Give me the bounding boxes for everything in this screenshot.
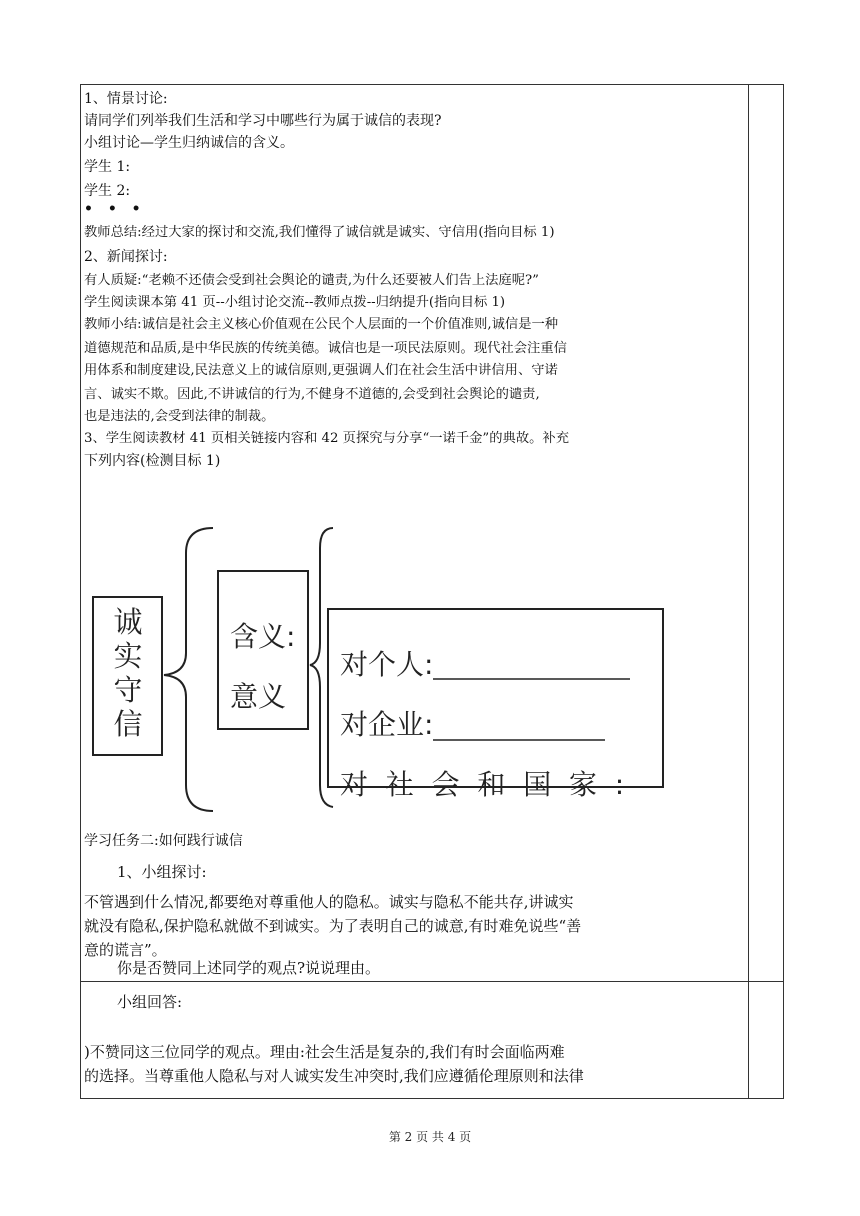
left-brace bbox=[164, 528, 213, 811]
text-line: 2、新闻探讨: bbox=[84, 249, 168, 265]
text-line: 用体系和制度建设,民法意义上的诚信原则,更强调人们在社会生活中讲信用、守诺 bbox=[84, 363, 558, 378]
text-line: 有人质疑:“老赖不还债会受到社会舆论的谴责,为什么还要被人们告上法庭呢?” bbox=[84, 273, 539, 288]
lesson-table bbox=[80, 84, 784, 1099]
text-line: 的选择。当尊重他人隐私与对人诚实发生冲突时,我们应遵循伦理原则和法律 bbox=[84, 1067, 584, 1085]
meaning-label: 含义: bbox=[230, 620, 296, 653]
group-answer-label: 小组回答: bbox=[117, 993, 183, 1011]
text-line: 下列内容(检测目标 1) bbox=[84, 453, 221, 469]
enterprise-label: 对企业: bbox=[340, 708, 434, 741]
right-box bbox=[328, 609, 663, 787]
column-divider bbox=[748, 85, 749, 1098]
text-line: 言、诚实不欺。因此,不讲诚信的行为,不健身不道德的,会受到社会舆论的谴责, bbox=[84, 387, 540, 402]
text-line: 学生 1: bbox=[84, 159, 131, 175]
text-line: 也是违法的,会受到法律的制裁。 bbox=[84, 409, 275, 424]
discussion-question: 你是否赞同上述同学的观点?说说理由。 bbox=[117, 959, 381, 977]
significance-label: 意义 bbox=[230, 680, 287, 713]
text-line: 1、情景讨论: bbox=[84, 91, 168, 107]
text-line: 意的谎言”。 bbox=[84, 941, 167, 959]
text-line: 小组讨论—学生归纳诚信的含义。 bbox=[84, 135, 294, 151]
page-footer: 第 2 页 共 4 页 bbox=[388, 1130, 472, 1144]
text-line: 教师小结:诚信是社会主义核心价值观在公民个人层面的一个价值准则,诚信是一种 bbox=[84, 317, 559, 332]
text-line: 请同学们列举我们生活和学习中哪些行为属于诚信的表现? bbox=[84, 113, 442, 129]
right-brace bbox=[310, 528, 333, 807]
text-line: 不管遇到什么情况,都要绝对尊重他人的隐私。诚实与隐私不能共存,讲诚实 bbox=[84, 893, 574, 911]
task2-title: 学习任务二:如何践行诚信 bbox=[84, 833, 243, 849]
ellipsis-dots: • • • bbox=[84, 201, 146, 217]
text-line: 道德规范和品质,是中华民族的传统美德。诚信也是一项民法原则。现代社会注重信 bbox=[84, 341, 567, 356]
root-label: 诚实守信 bbox=[113, 605, 143, 741]
answer-cell bbox=[84, 1007, 746, 1113]
task2-subheading: 1、小组探讨: bbox=[117, 863, 207, 881]
text-line: 教师总结:经过大家的探讨和交流,我们懂得了诚信就是诚实、守信用(指向目标 1) bbox=[84, 225, 555, 240]
society-label: 对 社 会 和 国 家 : bbox=[340, 768, 625, 801]
main-content-cell bbox=[84, 87, 746, 977]
text-line: )不赞同这三位同学的观点。理由:社会生活是复杂的,我们有时会面临两难 bbox=[84, 1043, 565, 1061]
text-line: 学生 2: bbox=[84, 183, 131, 199]
text-line: 就没有隐私,保护隐私就做不到诚实。为了表明自己的诚意,有时难免说些“善 bbox=[84, 917, 582, 935]
individual-label: 对个人: bbox=[340, 648, 434, 681]
honesty-concept-diagram bbox=[88, 523, 678, 813]
text-line: 3、学生阅读教材 41 页相关链接内容和 42 页探究与分享“一诺千金”的典故。补充 bbox=[84, 431, 570, 446]
row-divider bbox=[81, 981, 783, 982]
text-line: 学生阅读课本第 41 页--小组讨论交流--教师点拨--归纳提升(指向目标 1) bbox=[84, 295, 506, 310]
